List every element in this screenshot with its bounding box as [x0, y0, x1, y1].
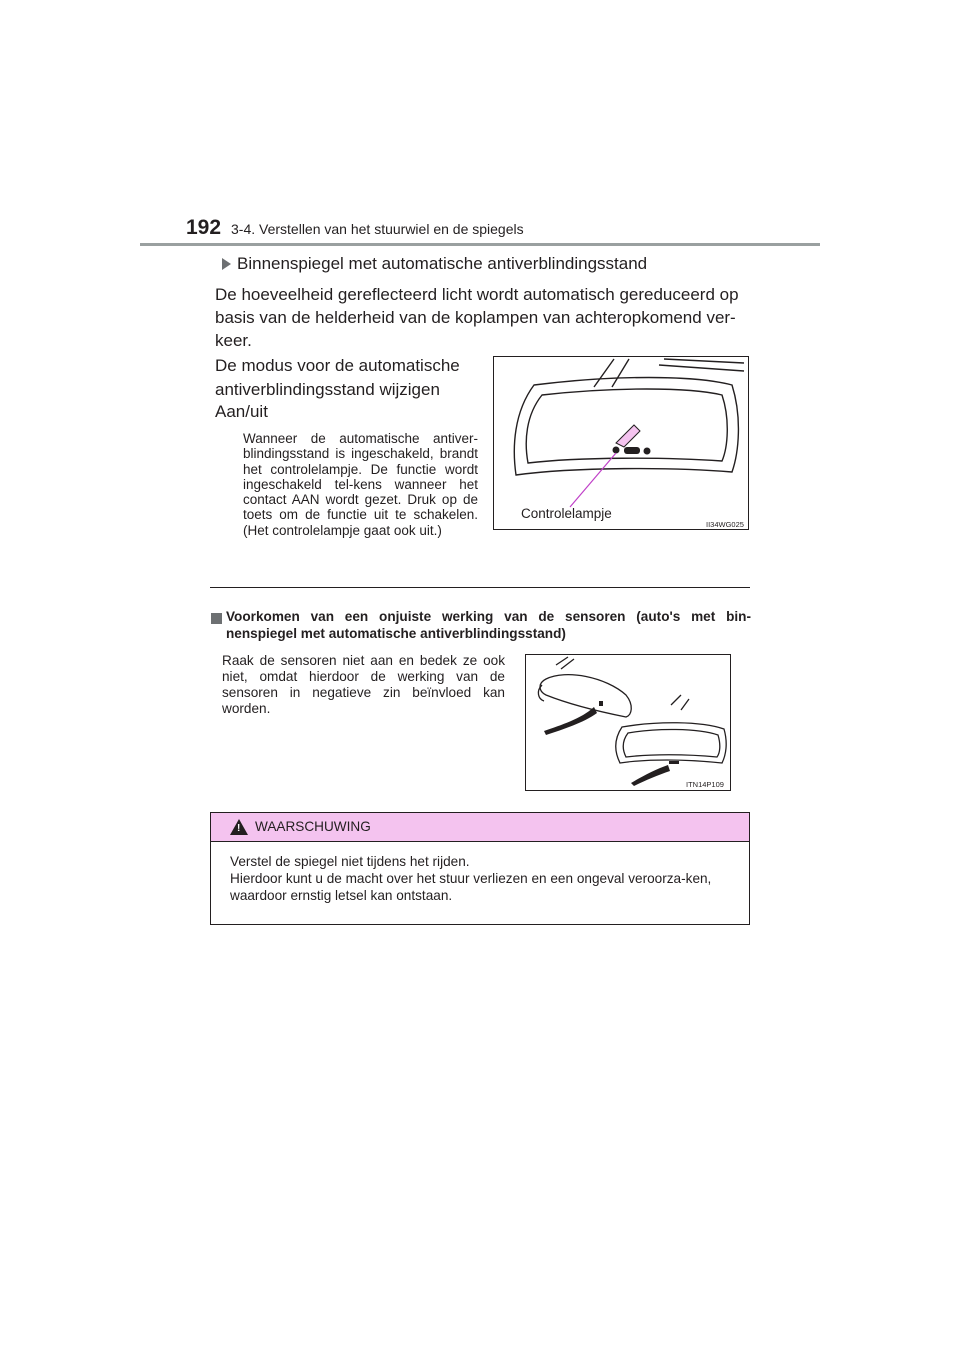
- section-divider: [210, 587, 750, 588]
- subsection-heading: [222, 254, 647, 274]
- triangle-bullet-icon: [222, 258, 231, 270]
- on-off-label: Aan/uit: [215, 402, 268, 421]
- warning-line-1: Verstel de spiegel niet tijdens het rijden.: [230, 854, 470, 869]
- warning-title: WAARSCHUWING: [255, 819, 371, 834]
- mode-description: Wanneer de automatische antiver-blindingsstand is ingeschakeld, brandt het controlelampje. De functie wordt ingeschakeld tel-kens wanneer het contact AAN wordt gezet. Druk op de toets om de functie uit te schakelen. (Het controlelampje gaat ook uit.): [243, 431, 478, 538]
- mirror-figure: [493, 356, 749, 530]
- sensor-figure: [525, 654, 731, 791]
- page-number: 192: [186, 216, 222, 239]
- mirror-illustration: [494, 357, 748, 529]
- sensor-paragraph: Raak de sensoren niet aan en bedek ze ook niet, omdat hierdoor de werking van de sensoren in negatieve zin beïnvloed kan worden.: [222, 653, 505, 716]
- section-title: 3-4. Verstellen van het stuurwiel en de spiegels: [231, 221, 524, 237]
- figure-code: II34WG025: [706, 520, 744, 529]
- header-rule: [140, 243, 820, 246]
- warning-box: [210, 812, 750, 925]
- figure-code-2: ITN14P109: [686, 780, 724, 789]
- subsection-title: Binnenspiegel met automatische antiverblindingsstand: [237, 254, 648, 273]
- square-bullet-icon: [211, 613, 222, 624]
- warning-line-2: Hierdoor kunt u de macht over het stuur verliezen en een ongeval veroorza-ken, waardoor ernstig letsel kan ontstaan.: [230, 871, 712, 903]
- exclamation-icon: !: [237, 823, 241, 834]
- callout-label: Controlelampje: [521, 506, 612, 521]
- sensor-heading: Voorkomen van een onjuiste werking van de sensoren (auto's met bin-nenspiegel met automatische antiverblindingsstand): [226, 609, 751, 641]
- warning-body: [230, 853, 742, 904]
- sensor-illustration: [526, 655, 730, 790]
- intro-paragraph: De hoeveelheid gereflecteerd licht wordt automatisch gereduceerd op basis van de helderheid van de koplampen van achteropkomend ver-keer.: [215, 285, 739, 350]
- warning-header: [211, 813, 749, 842]
- mode-title: De modus voor de automatische antiverblindingsstand wijzigen: [215, 356, 460, 399]
